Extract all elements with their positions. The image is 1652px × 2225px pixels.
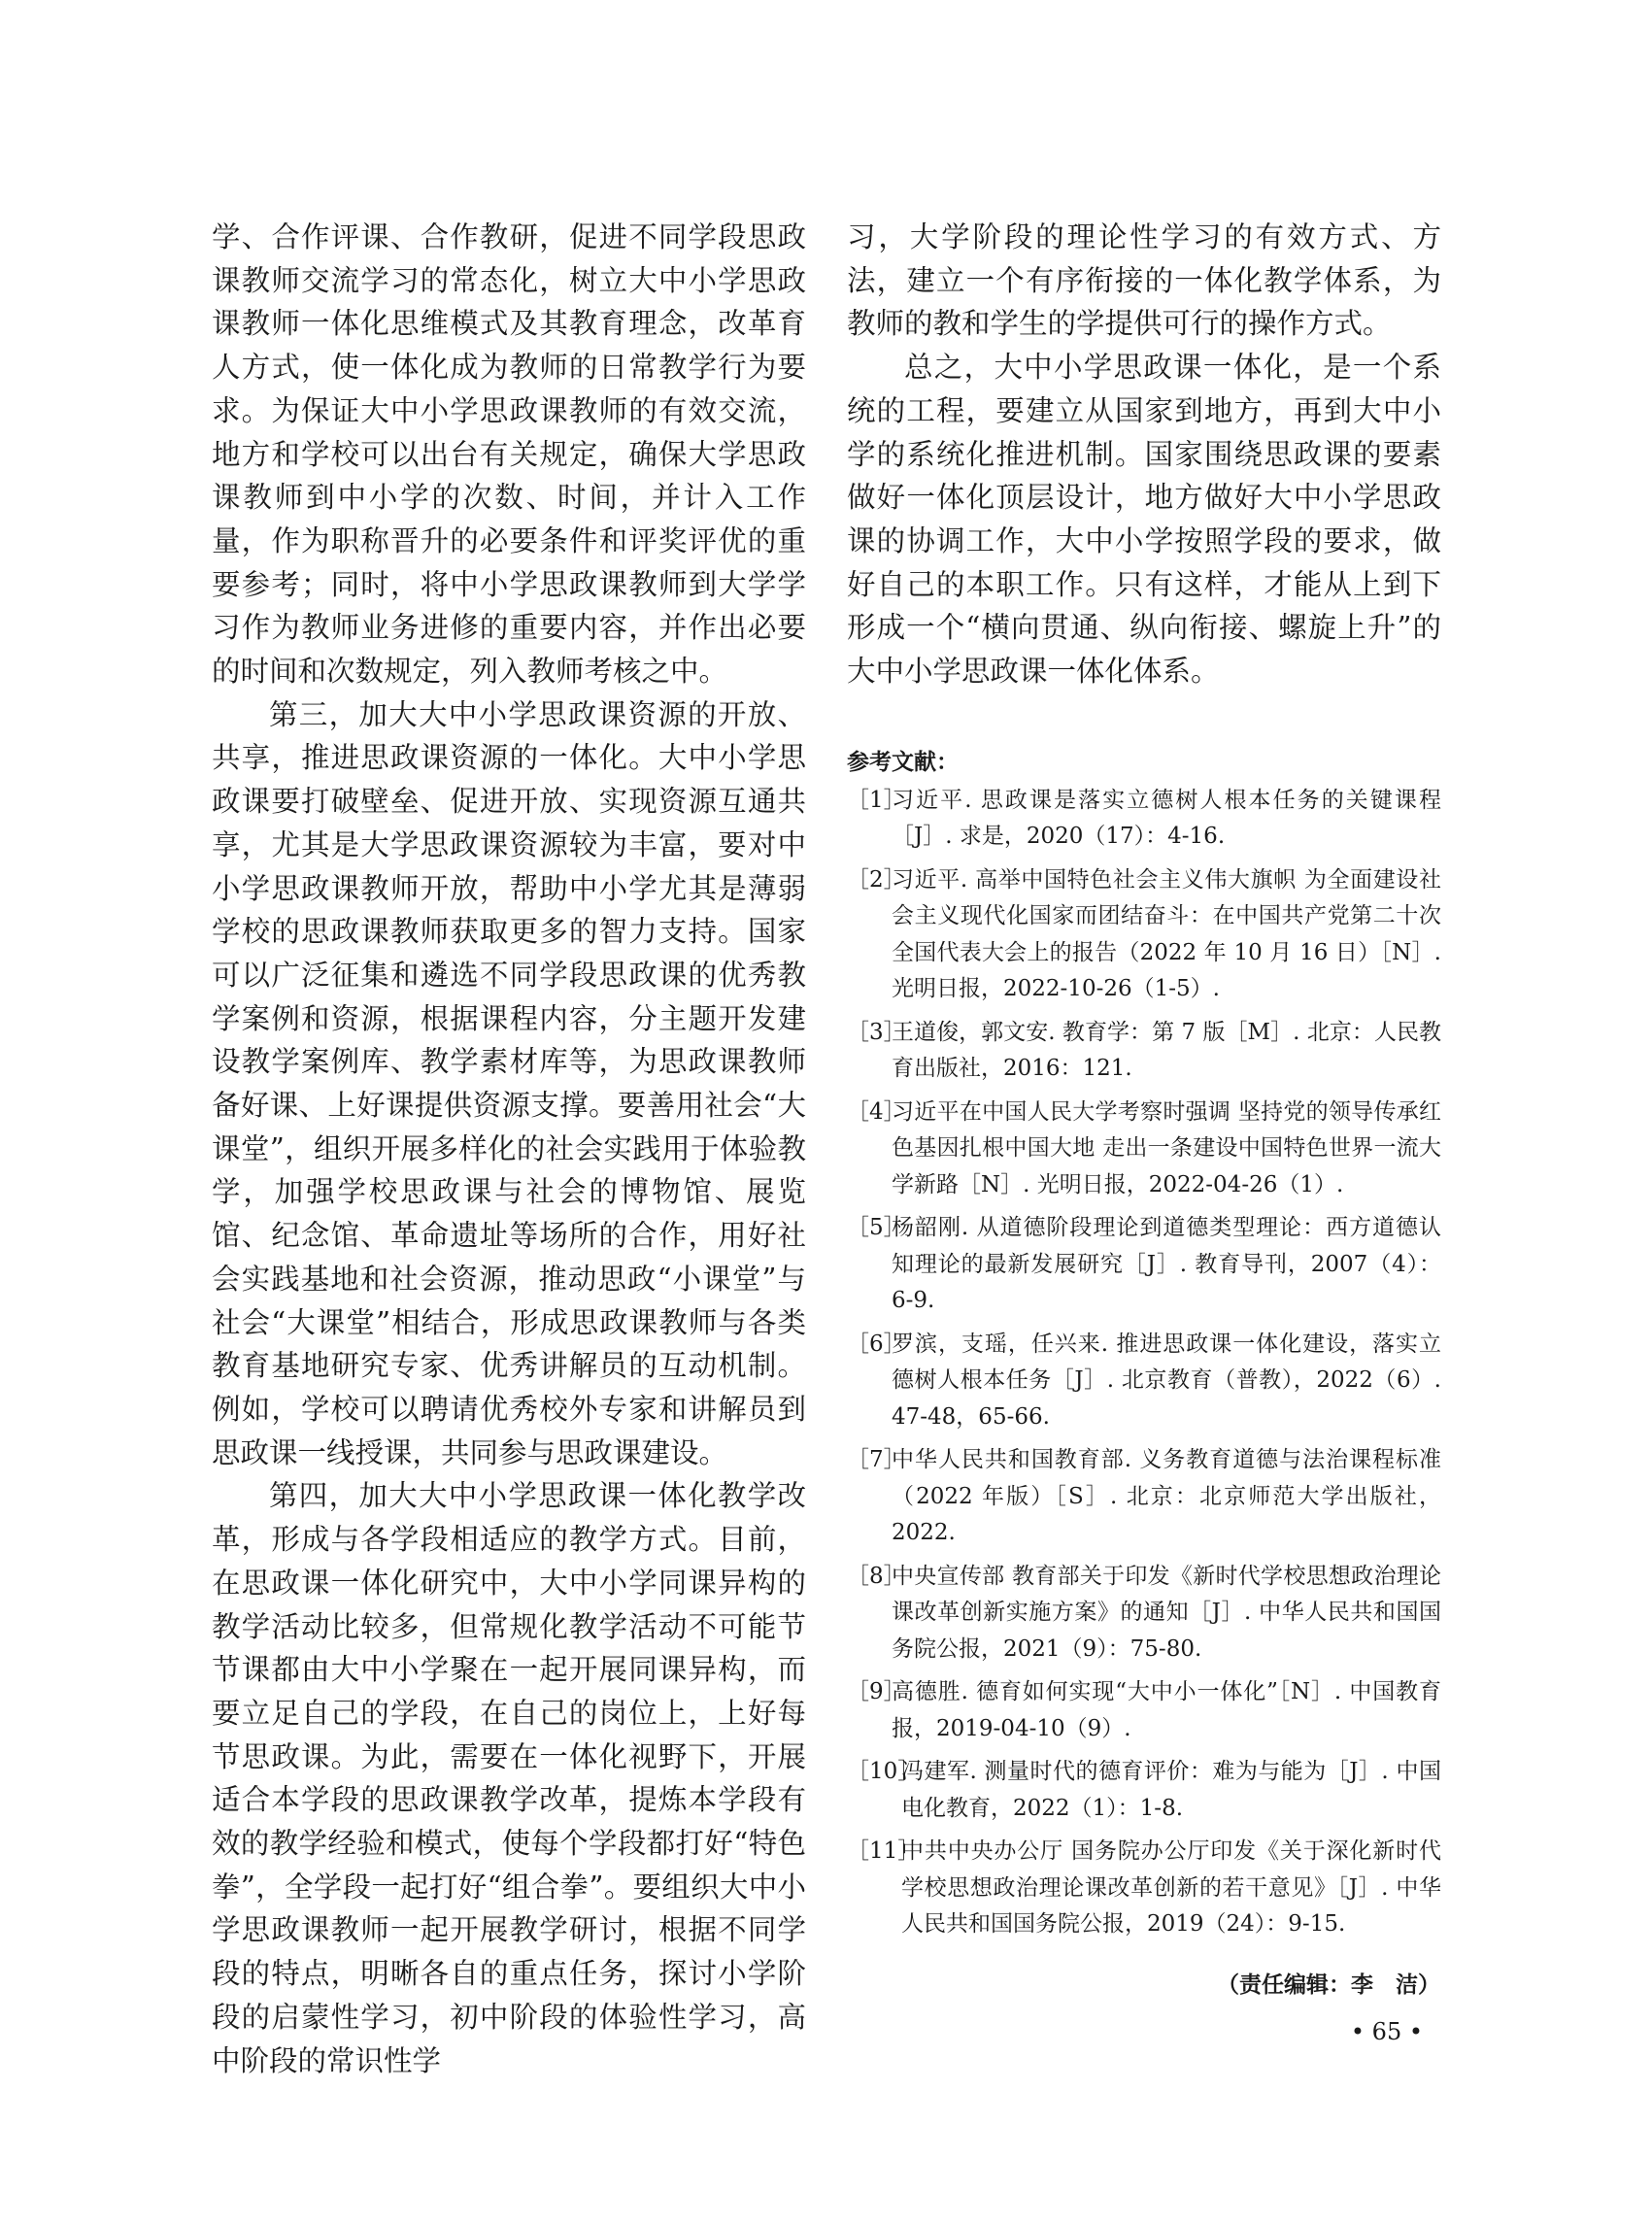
- reference-item: [847, 1834, 1441, 1943]
- reference-item: [847, 1327, 1441, 1436]
- reference-text: 习近平. 高举中国特色社会主义伟大旗帜 为全面建设社会主义现代化国家而团结奋斗：在中国共产党第二十次全国代表大会上的报告（2022 年 10 月 16 日）［N］. 光明日报，2022-10-26（1-5）.: [892, 866, 1441, 1002]
- paragraph-conclusion: 总之，大中小学思政课一体化，是一个系统的工程，要建立从国家到地方，再到大中小学的系统化推进机制。国家围绕思政课的要素做好一体化顶层设计，地方做好大中小学思政课的协调工作，大中小学按照学段的要求，做好自己的本职工作。只有这样，才能从上到下形成一个“横向贯通、纵向衔接、螺旋上升”的大中小学思政课一体化体系。: [847, 351, 1441, 689]
- references-section: [847, 746, 1441, 1943]
- paragraph-fourth-point: 第四，加大大中小学思政课一体化教学改革，形成与各学段相适应的教学方式。目前，在思政课一体化研究中，大中小学同课异构的教学活动比较多，但常规化教学活动不可能节节课都由大中小学聚在一起开展同课异构，而要立足自己的学段，在自己的岗位上，上好每节思政课。为此，需要在一体化视野下，开展适合本学段的思政课教学改革，提炼本学段有效的教学经验和模式，使每个学段都打好“特色拳”，全学段一起打好“组合拳”。要组织大中小学思政课教师一起开展教学研讨，根据不同学段的特点，明晰各自的重点任务，探讨小学阶段的启蒙性学习，初中阶段的体验性学习，高中阶段的常识性学: [212, 1479, 806, 2077]
- left-column: [212, 216, 806, 2082]
- reference-text: 中华人民共和国教育部. 义务教育道德与法治课程标准（2022 年版）［S］. 北京：北京师范大学出版社，2022.: [892, 1447, 1441, 1546]
- reference-text: 习近平在中国人民大学考察时强调 坚持党的领导传承红色基因扎根中国大地 走出一条建设中国特色世界一流大学新路［N］. 光明日报，2022-04-26（1）.: [892, 1098, 1441, 1197]
- reference-item: [847, 1095, 1441, 1204]
- paragraph-continued: 学、合作评课、合作教研，促进不同学段思政课教师交流学习的常态化，树立大中小学思政课教师一体化思维模式及其教育理念，改革育人方式，使一体化成为教师的日常教学行为要求。为保证大中小学思政课教师的有效交流，地方和学校可以出台有关规定，确保大学思政课教师到中小学的次数、时间，并计入工作量，作为职称晋升的必要条件和评奖评优的重要参考；同时，将中小学思政课教师到大学学习作为教师业务进修的重要内容，并作出必要的时间和次数规定，列入教师考核之中。: [212, 220, 806, 689]
- page-number: • 65 •: [1350, 2018, 1423, 2045]
- reference-number: ［8］: [847, 1563, 906, 1589]
- reference-number: ［6］: [847, 1331, 906, 1357]
- reference-item: [847, 862, 1441, 1008]
- reference-number: ［7］: [847, 1447, 906, 1473]
- reference-number: ［2］: [847, 866, 906, 893]
- reference-number: ［10］: [847, 1759, 921, 1785]
- reference-item: [847, 783, 1441, 856]
- reference-number: ［5］: [847, 1215, 906, 1241]
- right-column: [847, 216, 1441, 1950]
- reference-item: [847, 1015, 1441, 1088]
- reference-item: [847, 1442, 1441, 1552]
- reference-text: 罗滨，支瑶，任兴来. 推进思政课一体化建设，落实立德树人根本任务［J］. 北京教育（普教），2022（6）. 47-48，65-66.: [892, 1331, 1441, 1430]
- reference-number: ［4］: [847, 1098, 906, 1125]
- reference-number: ［9］: [847, 1679, 906, 1705]
- reference-number: ［3］: [847, 1019, 906, 1045]
- reference-text: 冯建军. 测量时代的德育评价：难为与能为［J］. 中国电化教育，2022（1）：1-8.: [901, 1759, 1441, 1821]
- reference-text: 习近平. 思政课是落实立德树人根本任务的关键课程［J］. 求是，2020（17）：4-16.: [892, 787, 1441, 850]
- responsible-editor: （责任编辑：李 洁）: [1217, 1972, 1440, 1998]
- paragraph-third-point: 第三，加大大中小学思政课资源的开放、共享，推进思政课资源的一体化。大中小学思政课要打破壁垒、促进开放、实现资源互通共享，尤其是大学思政课资源较为丰富，要对中小学思政课教师开放，帮助中小学尤其是薄弱学校的思政课教师获取更多的智力支持。国家可以广泛征集和遴选不同学段思政课的优秀教学案例和资源，根据课程内容，分主题开发建设教学案例库、教学素材库等，为思政课教师备好课、上好课提供资源支撑。要善用社会“大课堂”，组织开展多样化的社会实践用于体验教学，加强学校思政课与社会的博物馆、展览馆、纪念馆、革命遗址等场所的合作，用好社会实践基地和社会资源，推动思政“小课堂”与社会“大课堂”相结合，形成思政课教师与各类教育基地研究专家、优秀讲解员的互动机制。例如，学校可以聘请优秀校外专家和讲解员到思政课一线授课，共同参与思政课建设。: [212, 697, 806, 1469]
- reference-text: 杨韶刚. 从道德阶段理论到道德类型理论：西方道德认知理论的最新发展研究［J］. 教育导刊，2007（4）：6-9.: [892, 1215, 1441, 1314]
- reference-text: 王道俊，郭文安. 教育学：第 7 版［M］. 北京：人民教育出版社，2016：121.: [892, 1019, 1441, 1082]
- reference-text: 中共中央办公厅 国务院办公厅印发《关于深化新时代学校思想政治理论课改革创新的若干意见》［J］. 中华人民共和国国务院公报，2019（24）：9-15.: [901, 1838, 1441, 1938]
- reference-number: ［11］: [847, 1838, 921, 1865]
- reference-item: [847, 1674, 1441, 1747]
- reference-number: ［1］: [847, 787, 906, 813]
- references-title: 参考文献：: [847, 749, 959, 775]
- reference-text: 高德胜. 德育如何实现“大中小一体化”［N］. 中国教育报，2019-04-10（9）.: [892, 1679, 1441, 1741]
- reference-item: [847, 1559, 1441, 1669]
- right-body: [847, 216, 1441, 693]
- reference-item: [847, 1754, 1441, 1827]
- paragraph-continuation: 习，大学阶段的理论性学习的有效方式、方法，建立一个有序衔接的一体化教学体系，为教师的教和学生的学提供可行的操作方式。: [847, 220, 1441, 341]
- reference-item: [847, 1210, 1441, 1320]
- reference-text: 中央宣传部 教育部关于印发《新时代学校思想政治理论课改革创新实施方案》的通知［J］. 中华人民共和国国务院公报，2021（9）：75-80.: [892, 1563, 1441, 1662]
